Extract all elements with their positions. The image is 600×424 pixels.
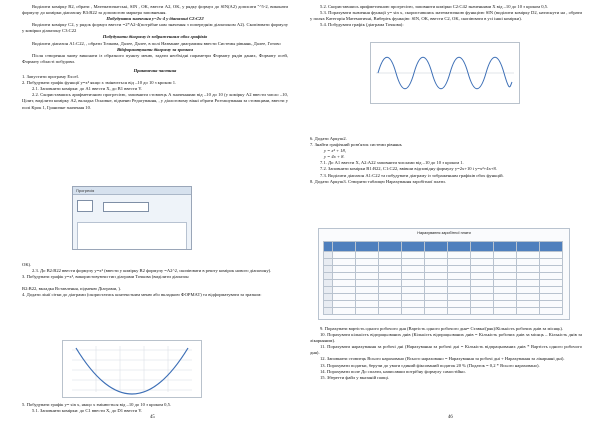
table-row — [324, 294, 563, 301]
sheet-title: Нарахування заробітної плати — [417, 231, 471, 235]
task-6: 6. Додати Аркуш2. — [310, 136, 347, 141]
page-number-right: 46 — [448, 415, 453, 420]
task-2-1: 2.1. Заповнити комірки: до A1 ввести X, до B1 ввести Y. — [32, 86, 143, 92]
salary-sheet-screenshot — [318, 228, 570, 320]
left-text-top — [22, 4, 288, 111]
left-text-mid — [22, 262, 288, 298]
para-c2: Виділити комірку C2, у рядок формул ввести =2*A2-4(потрібне нам значення з попереднім діапазоном A2). Скопіювати формулу у комірки діапазону C3:C22 — [22, 22, 288, 34]
para-format: Після створення знову виконати із образного пункту меню, задати необхідні параметри Формату рядів даних, Формату осей, Формату області побудови. — [22, 52, 288, 64]
task-13: 13. Порахувати податки, беручи до уваги єдиний фіксований податок 20 % (Податок = 0,2 * Всього нараховано). — [320, 362, 540, 368]
right-page — [300, 0, 600, 424]
task-5-3: 5.3. Порахувати значення функції y= sin x, скориставшись математичною функцією SIN (виділити комірку D2, натиснути на , обрати у полях Категорія Математичні, Виберіть функцію: SIN, OK, ввести C2, OK, скопіювати в усі інші комірки). — [310, 10, 582, 22]
task-7-3: 7.3. Виділити діапазон A1:C22 та побудувати діаграму із зображенням графіків обох функцій. — [320, 172, 504, 178]
heading-format: Відформатувати діаграму за зразком — [116, 46, 194, 52]
table-row — [324, 259, 563, 266]
table-row — [324, 252, 563, 259]
left-text-bottom — [22, 402, 288, 414]
heading-y2x4: Побудувати значення y=2x-4 у діапазоні C2:C22 — [106, 16, 204, 22]
task-5-4: 5.4. Побудувати графік (діаграма Точкова): — [320, 22, 404, 28]
task-12: 12. Заповнити стовпець Всього нараховано (Всього нараховано = Нарахування за робочі дні + Нарахування за лікарняні дні). — [320, 356, 565, 362]
right-text-top — [310, 4, 582, 28]
task-2-3: 2.3. До B2:B22 ввести формулу y=x² (ввести у комірку B2 формулу =A2^2, скопіювати в решту комірок нового діапазону). — [32, 268, 272, 274]
page-number-left: 45 — [150, 415, 155, 420]
equation-2: y = 4x + 8. — [324, 154, 345, 160]
chart-frame — [63, 341, 202, 398]
task-7: 7. Знайти графічний розв'язок системи рівнянь — [310, 142, 402, 148]
task-4: 4. Додати лінії сітки до діаграми (скористатись контекстним меню або вкладкою ФОРМАТ) та відформатувати за зразком: — [22, 292, 262, 298]
menu-strip — [103, 202, 149, 212]
table-row — [324, 266, 563, 273]
salary-table — [323, 241, 563, 315]
dialog-title: Прогресія — [73, 187, 191, 195]
right-text-bottom — [310, 326, 582, 381]
sine-chart — [370, 42, 520, 104]
task-14: 14. Порахувати поле До сплати, написавши потрібну формулу самостійно. — [320, 368, 466, 374]
para-sin: Виділити комірку B2, обрати , Математичнеські, SIN , OK, ввести A2, OK, у рядку формул до SIN(A2) дописати "^5-2, виконати формулу до комірки діапазону B3:B22 за допомогою маркера заповнення. — [22, 4, 288, 16]
para-range: Виділити діапазон A1:C22, , обрати Точкова, Далее, Далее, в полі Название диаграммы ввести Системы рівнянь, Далее, Готово — [32, 40, 281, 46]
task-8: 8. Додати Аркуш3. Створити таблицю Нарахування заробітної плати. — [310, 178, 446, 184]
table-row — [324, 301, 563, 308]
task-10: 10. Порахувати кількість відпрацьованих днів (Кількість відпрацьованих днів = Кількість робочих днів за місяць – Кількість днів за лікарняним). — [310, 332, 582, 344]
task-7-2: 7.2. Заповнити комірки B1:B22, C1:C22, ввівши відповідну формулу y=2x+10 і y=x²+4x+8. — [320, 166, 497, 172]
task-3b: B2:B22, вкладка Вставлення, підменю Діаграми, ). — [22, 286, 122, 292]
task-1: 1. Запустити програму Excel. — [22, 74, 79, 80]
parabola-chart — [62, 340, 202, 398]
task-5-1: 5.1. Заповнити комірки: до C1 ввести X, до D1 ввести Y. — [32, 408, 143, 414]
table-row — [324, 273, 563, 280]
task-9: 9. Порахувати вартість одного робочого дня (Вартість одного робочого дня= Ставка/(ряк)/Кількість робочих днів за місяць). — [320, 326, 564, 331]
task-2: 2. Побудувати графік функції y=x² якщо x змінюється від –10 до 10 з кроком 1. — [22, 80, 177, 86]
heading-chart: Побудувати діаграму із зображенням обох графіків — [102, 34, 208, 40]
equation-1: y = x³ + 18, — [324, 148, 346, 154]
right-text-mid — [310, 136, 582, 185]
table-header-row — [324, 242, 563, 252]
task-5: 5. Побудувати графік y= sin x, якщо x змінюється від –10 до 10 з кроком 0,5. — [22, 402, 172, 407]
dialog-body — [77, 222, 187, 250]
task-7-1: 7.1. До A1 ввести X, A2:A22 заповнити числами від –10 до 10 з кроком 1. — [320, 160, 464, 166]
task-15: 15. Зберегти файл у вказаній папці. — [320, 374, 390, 380]
table-row — [324, 280, 563, 287]
practical-title: Практична частина — [133, 67, 177, 73]
table-row — [324, 308, 563, 315]
task-3: 3. Побудувати графік y=x², використовуючи тип діаграми Точкова (виділити діапазон — [22, 274, 189, 280]
task-5-2: 5.2. Скориставшись арифметичною прогресією, заповнити комірки C2:C42 значеннями X від –10 до 10 з кроком 0,5. — [320, 4, 549, 9]
task-2-2: 2.2. Скориставшись арифметичною прогресією, заповнити стовпець A значеннями від –10 до 10 (у комірку A2 ввести число –10, Цілит, виділити комірку A2, вкладка Основне, підменю Редагування, , у діалоговому вікні обрати Розташування за стовпцями, ввести у полі Крок 1, Граничне значення 10. — [22, 92, 288, 110]
table-row — [324, 287, 563, 294]
progression-dialog-screenshot — [72, 186, 192, 250]
ok-text: OK). — [22, 262, 32, 267]
task-11: 11. Порахувати нарахування за робочі дні (Нарахування за робочі дні = Кількість відпрацьованих днів * Вартість одного робочого дня). — [310, 344, 582, 356]
fill-icon — [77, 200, 93, 212]
